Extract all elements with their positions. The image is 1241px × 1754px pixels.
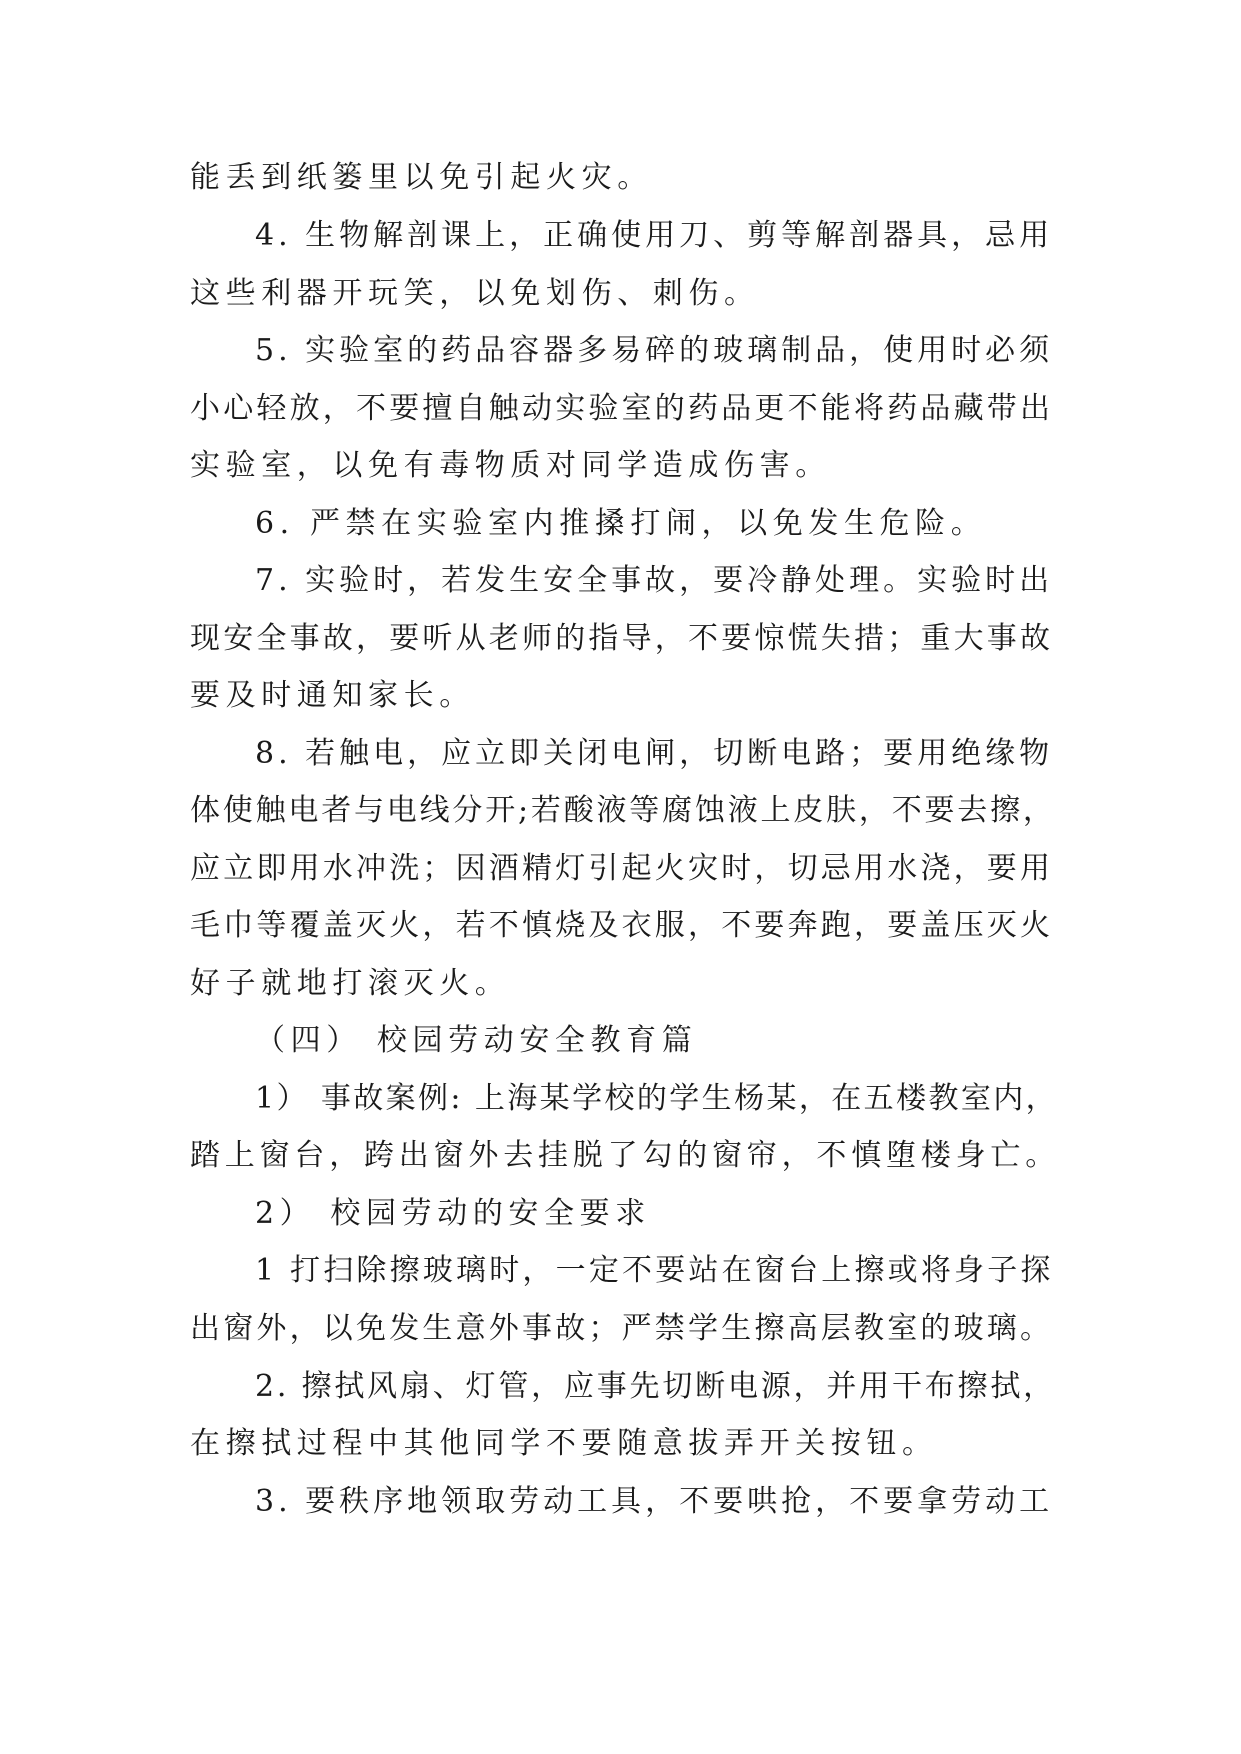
text-line: 2. 擦拭风扇、灯管，应事先切断电源，并用干布擦拭， <box>255 1369 1056 1404</box>
text-line: 体使触电者与电线分开;若酸液等腐蚀液上皮肤，不要去擦， <box>190 793 1056 828</box>
text-line: 4. 生物解剖课上，正确使用刀、剪等解剖器具，忌用 <box>255 218 1054 253</box>
text-line: 现安全事故，要听从老师的指导，不要惊慌失措；重大事故 <box>190 621 1054 656</box>
text-line: 实验室，以免有毒物质对同学造成伤害。 <box>190 448 831 483</box>
text-line: 3. 要秩序地领取劳动工具，不要哄抢，不要拿劳动工 <box>255 1484 1054 1519</box>
text-line: 6. 严禁在实验室内推搡打闹，以免发生危险。 <box>255 506 987 541</box>
text-line: 5. 实验室的药品容器多易碎的玻璃制品，使用时必须 <box>255 333 1054 368</box>
text-line: 1 打扫除擦玻璃时，一定不要站在窗台上擦或将身子探 <box>255 1253 1054 1288</box>
text-line: 能丢到纸篓里以免引起火灾。 <box>190 160 653 195</box>
text-line: 1） 事故案例: 上海某学校的学生杨某，在五楼教室内， <box>255 1081 1059 1116</box>
text-line: 要及时通知家长。 <box>190 678 475 713</box>
text-line: 7. 实验时，若发生安全事故，要冷静处理。实验时出 <box>255 563 1054 598</box>
text-line: 2） 校园劳动的安全要求 <box>255 1196 651 1231</box>
text-line: 好子就地打滚灭火。 <box>190 966 511 1001</box>
text-line: 踏上窗台，跨出窗外去挂脱了勾的窗帘，不慎堕楼身亡。 <box>190 1138 1060 1173</box>
text-line: 毛巾等覆盖灭火，若不慎烧及衣服，不要奔跑，要盖压灭火 <box>190 908 1054 943</box>
text-line: 出窗外，以免发生意外事故；严禁学生擦高层教室的玻璃。 <box>190 1311 1054 1346</box>
section-heading: （四） 校园劳动安全教育篇 <box>255 1023 698 1058</box>
text-line: 小心轻放，不要擅自触动实验室的药品更不能将药品藏带出 <box>190 391 1054 426</box>
text-line: 8. 若触电，应立即关闭电闸，切断电路；要用绝缘物 <box>255 736 1054 771</box>
text-line: 这些利器开玩笑，以免划伤、刺伤。 <box>190 276 760 311</box>
text-line: 在擦拭过程中其他同学不要随意拔弄开关按钮。 <box>190 1426 938 1461</box>
text-line: 应立即用水冲洗；因酒精灯引起火灾时，切忌用水浇，要用 <box>190 851 1054 886</box>
